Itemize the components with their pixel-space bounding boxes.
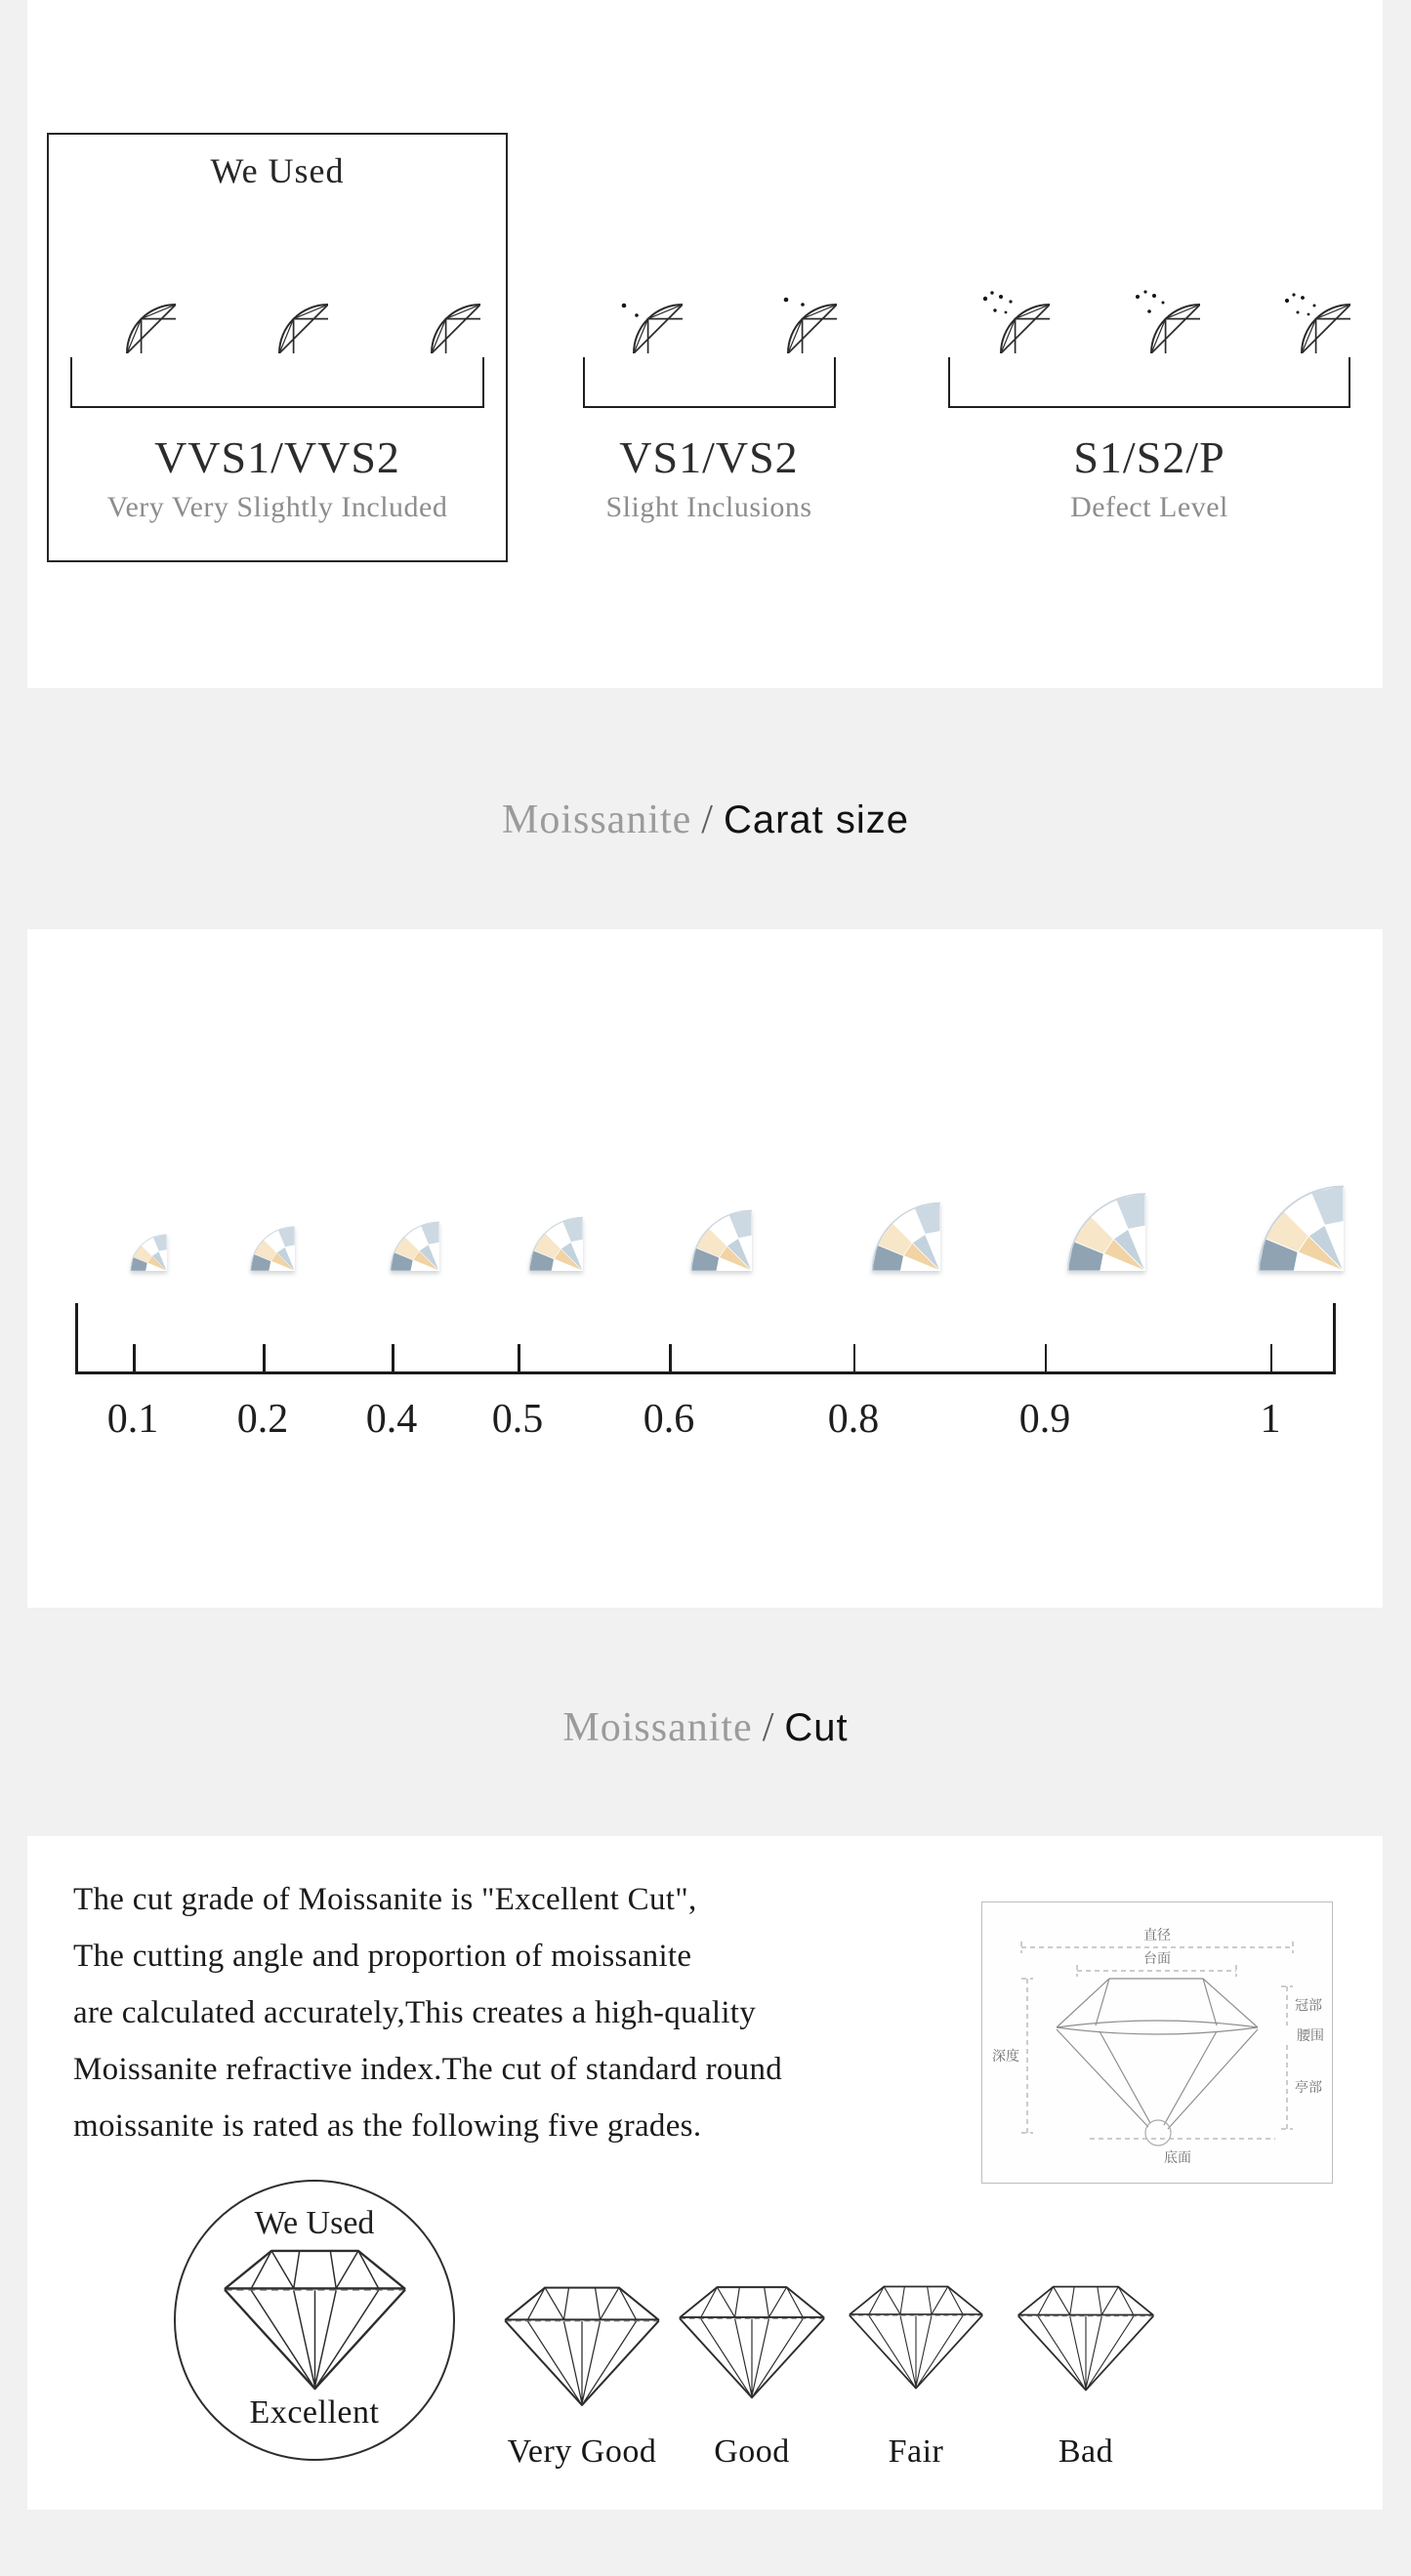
paragraph-line: are calculated accurately,This creates a high-quality xyxy=(73,1995,757,2030)
side-diamond-icon xyxy=(215,2242,415,2394)
cut-grade-label: Fair xyxy=(888,2433,944,2470)
heading-emphasis: Cut xyxy=(784,1706,849,1749)
round-diamond-icon-defects xyxy=(1249,252,1350,353)
carat-gem-icon xyxy=(202,1178,295,1271)
group-bracket xyxy=(583,357,836,408)
we-used-clarity-box xyxy=(47,133,508,562)
ruler-tick xyxy=(518,1344,520,1374)
carat-section-heading xyxy=(0,797,1411,843)
cut-description-paragraph xyxy=(73,1871,952,2154)
round-diamond-icon-inclusions xyxy=(581,252,683,353)
diagram-table-label: 台面 xyxy=(1143,1951,1171,1967)
cut-grade-label: Bad xyxy=(1058,2433,1114,2470)
heading-emphasis: Carat size xyxy=(723,798,910,841)
carat-tick-label: 0.5 xyxy=(491,1397,544,1442)
vs-gem-row xyxy=(581,252,837,353)
carat-ruler xyxy=(75,1303,1336,1374)
carat-tick-label: 0.6 xyxy=(643,1397,695,1442)
heading-prefix: Moissanite xyxy=(501,797,692,842)
carat-size-section xyxy=(27,929,1383,1608)
carat-gem-icon xyxy=(798,1128,940,1271)
clarity-section xyxy=(27,0,1383,688)
cut-section xyxy=(27,1836,1383,2510)
vs-clarity-group xyxy=(562,133,855,524)
round-diamond-icon xyxy=(227,252,328,353)
ruler-tick xyxy=(133,1344,136,1374)
diagram-diameter-label: 直径 xyxy=(1143,1928,1171,1943)
round-diamond-icon xyxy=(379,252,480,353)
s-gem-row xyxy=(948,252,1350,353)
cut-grade-label: Good xyxy=(714,2433,790,2470)
proportion-diagram-drawing xyxy=(982,1902,1332,2183)
carat-gem-icon xyxy=(91,1195,167,1271)
ruler-end-bar xyxy=(1333,1303,1336,1374)
clarity-grade-label: S1/S2/P xyxy=(1073,432,1225,482)
carat-gem-icon xyxy=(337,1168,439,1271)
ruler-tick xyxy=(853,1344,856,1374)
ruler-tick xyxy=(263,1344,266,1374)
diagram-depth-label: 深度 xyxy=(992,2049,1019,2065)
ruler-tick xyxy=(669,1344,672,1374)
heading-prefix: Moissanite xyxy=(562,1705,753,1750)
carat-gem-icon xyxy=(983,1109,1145,1271)
diagram-crown-label: 冠部 xyxy=(1295,1998,1322,2014)
side-diamond-icon xyxy=(1013,2280,1159,2394)
clarity-grade-description: Defect Level xyxy=(1070,491,1228,523)
round-diamond-icon-inclusions xyxy=(735,252,837,353)
ruler-end-bar xyxy=(75,1303,78,1374)
ruler-tick xyxy=(392,1344,394,1374)
cut-grade-bad xyxy=(998,2280,1174,2471)
we-used-cut-circle xyxy=(174,2180,455,2461)
round-diamond-icon-defects xyxy=(948,252,1050,353)
heading-separator: / xyxy=(762,1705,775,1750)
cut-grade-very-good xyxy=(494,2280,670,2471)
paragraph-line: moissanite is rated as the following five grades. xyxy=(73,2108,702,2144)
clarity-grade-label: VVS1/VVS2 xyxy=(154,432,400,482)
paragraph-line: The cutting angle and proportion of moissanite xyxy=(73,1939,692,1974)
heading-separator: / xyxy=(701,797,714,842)
ruler-tick xyxy=(1270,1344,1273,1374)
s-clarity-group xyxy=(939,133,1359,524)
paragraph-line: Moissanite refractive index.The cut of standard round xyxy=(73,2052,783,2087)
carat-tick-label: 0.2 xyxy=(236,1397,289,1442)
clarity-grade-description: Very Very Slightly Included xyxy=(106,491,448,523)
side-diamond-icon xyxy=(844,2280,988,2392)
cut-grade-label: Very Good xyxy=(507,2433,657,2470)
group-bracket xyxy=(948,357,1350,408)
carat-gem-icon xyxy=(625,1144,752,1271)
cut-grade-label: Excellent xyxy=(249,2394,380,2431)
ruler-tick xyxy=(1045,1344,1048,1374)
carat-tick-label: 0.8 xyxy=(827,1397,880,1442)
diamond-proportion-diagram xyxy=(981,1901,1333,2184)
carat-tick-label: 0.4 xyxy=(365,1397,418,1442)
paragraph-line: The cut grade of Moissanite is "Excellent Cut", xyxy=(73,1882,697,1917)
carat-tick-label: 0.9 xyxy=(1018,1397,1071,1442)
diagram-pavilion-label: 亭部 xyxy=(1295,2080,1322,2096)
carat-gem-icon xyxy=(1166,1093,1344,1271)
diagram-girdle-label: 腰围 xyxy=(1297,2028,1324,2044)
round-diamond-icon xyxy=(74,252,176,353)
side-diamond-icon xyxy=(674,2280,830,2402)
round-diamond-icon-defects xyxy=(1099,252,1200,353)
carat-gem-icon xyxy=(471,1159,583,1271)
carat-tick-label: 0.1 xyxy=(106,1397,159,1442)
vvs-gem-row xyxy=(74,252,480,353)
side-diamond-icon xyxy=(499,2280,665,2410)
cut-grade-fair xyxy=(828,2280,1004,2471)
group-bracket xyxy=(70,357,484,408)
we-used-box-title: We Used xyxy=(210,151,345,190)
cut-grade-good xyxy=(664,2280,840,2471)
diagram-culet-label: 底面 xyxy=(1164,2150,1191,2166)
carat-tick-label: 1 xyxy=(1260,1397,1281,1442)
clarity-grade-description: Slight Inclusions xyxy=(605,491,812,523)
clarity-grade-label: VS1/VS2 xyxy=(619,432,799,482)
cut-section-heading xyxy=(0,1704,1411,1751)
we-used-circle-title: We Used xyxy=(254,2205,375,2241)
